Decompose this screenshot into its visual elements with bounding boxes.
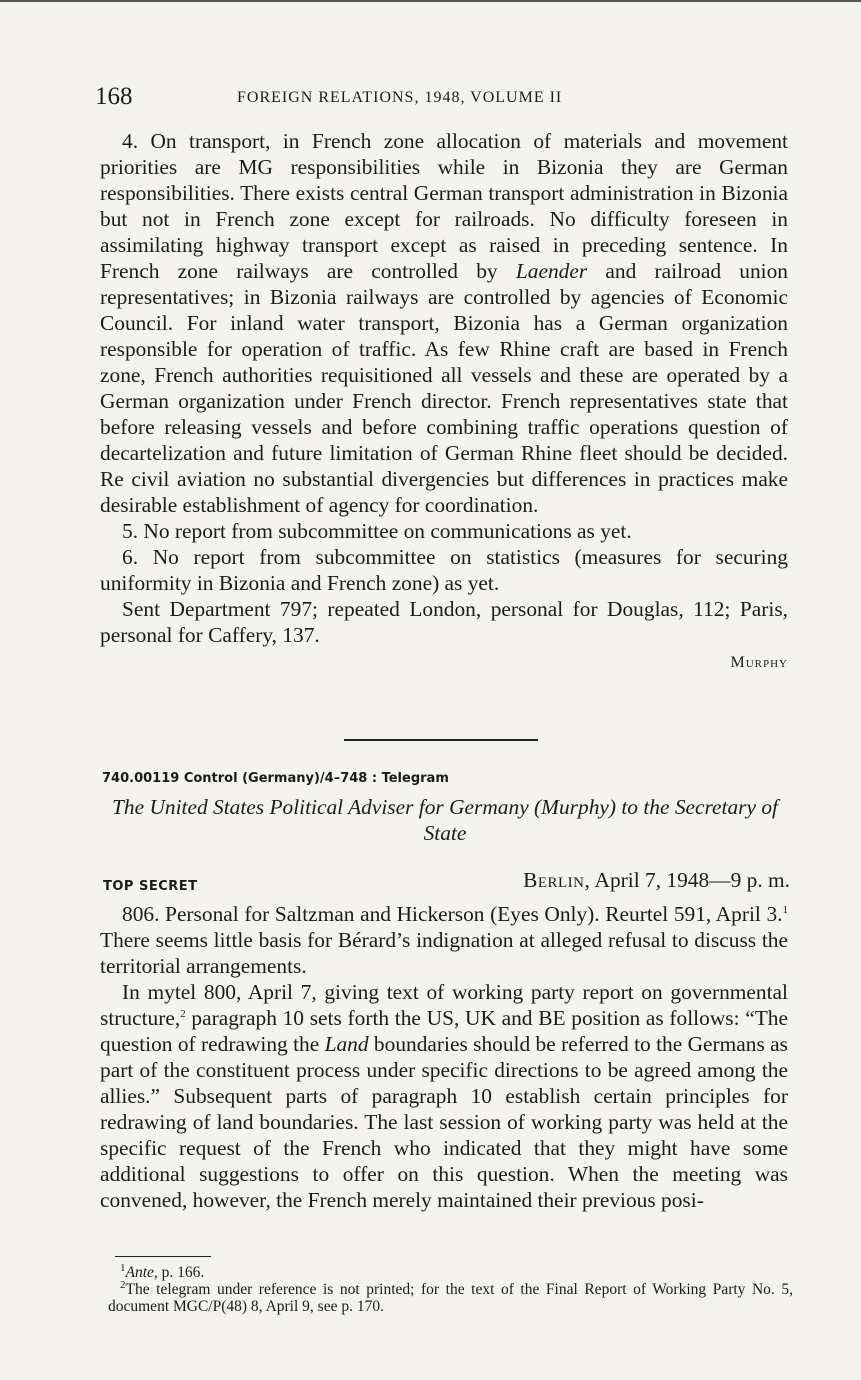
footnote-2: $^2$The telegram under reference is not printed; for the text of the Final Report of Working Party No. 5, document MGC/P(48) 8, April 9, see p. 170. <box>108 1278 793 1315</box>
page-number: 168 <box>95 83 133 110</box>
classification: TOP SECRET <box>103 879 198 894</box>
page-header <box>95 83 795 115</box>
telegram-body <box>100 901 788 1213</box>
footnote-1: $^1$Ante, p. 166. <box>120 1261 205 1281</box>
italic-term: Land <box>324 1032 369 1056</box>
telegram-continuation <box>100 128 788 676</box>
running-head: FOREIGN RELATIONS, 1948, VOLUME II <box>237 89 563 106</box>
dateline-date: April 7, 1948—9 p. m. <box>594 868 790 892</box>
dateline <box>523 868 790 893</box>
paragraph-communications: 5. No report from subcommittee on communications as yet. <box>122 519 632 543</box>
classification-line <box>100 868 790 896</box>
document-title: The United States Political Adviser for Germany (Murphy) to the Secretary of State <box>112 795 778 845</box>
footnote-marker: 2 <box>180 1007 186 1020</box>
italic-term: Laender <box>515 259 588 283</box>
dateline-city: Berlin, <box>523 868 591 892</box>
footnotes <box>108 1261 793 1315</box>
file-reference: 740.00119 Control (Germany)/4–748 : Telegram <box>102 771 449 786</box>
paragraph-transport: 4. On transport, in French zone allocation of materials and movement priorities are MG responsibilities while in Bizonia they are German responsibilities. There exists central German transport administration in Bizonia but not in French zone except for railroads. No difficulty foreseen in assimilating highway transport except as raised in preceding sentence. In French zone railways are controlled by Laender and railroad union representatives; in Bizonia railways are controlled by agencies of Economic Council. For inland water transport, Bizonia has a German organization responsible for operation of traffic. As few Rhine craft are based in French zone, French authorities requisitioned all vessels and these are operated by a German organization under French director. French representatives state that before releasing vessels and before combining traffic operations question of decartelization and future limitation of German Rhine fleet should be decided. Re civil aviation no substantial divergencies but differences in practices make desirable establishment of agency for coordination. <box>100 129 788 517</box>
paragraph-statistics: 6. No report from subcommittee on statistics (measures for securing uniformity in Bizonia and French zone) as yet. <box>100 545 788 595</box>
signature: Murphy <box>730 654 788 671</box>
footnote-rule <box>115 1256 211 1257</box>
top-edge-line <box>0 0 861 2</box>
paragraph-mytel-800: In mytel 800, April 7, giving text of working party report on governmental structure,$^2$ paragraph 10 sets forth the US, UK and BE position as follows: “The question of redrawing the Land boundaries should be referred to the Germans as part of the constituent process under specific directions to be agreed among the allies.” Subsequent parts of paragraph 10 establish certain principles for redrawing of land boundaries. The last session of working party was held at the specific request of the French who indicated that they might have some additional suggestions to offer on this question. When the meeting was convened, however, the French merely maintained their previous posi- <box>100 980 788 1212</box>
section-divider <box>344 739 538 741</box>
footnote-marker: 1 <box>782 903 788 916</box>
paragraph-distribution: Sent Department 797; repeated London, personal for Douglas, 112; Paris, personal for Caffery, 137. <box>100 597 788 647</box>
paragraph-806: 806. Personal for Saltzman and Hickerson (Eyes Only). Reurtel 591, April 3.$^1$ There seems little basis for Bérard’s indignation at alleged refusal to discuss the territorial arrangements. <box>100 902 788 978</box>
